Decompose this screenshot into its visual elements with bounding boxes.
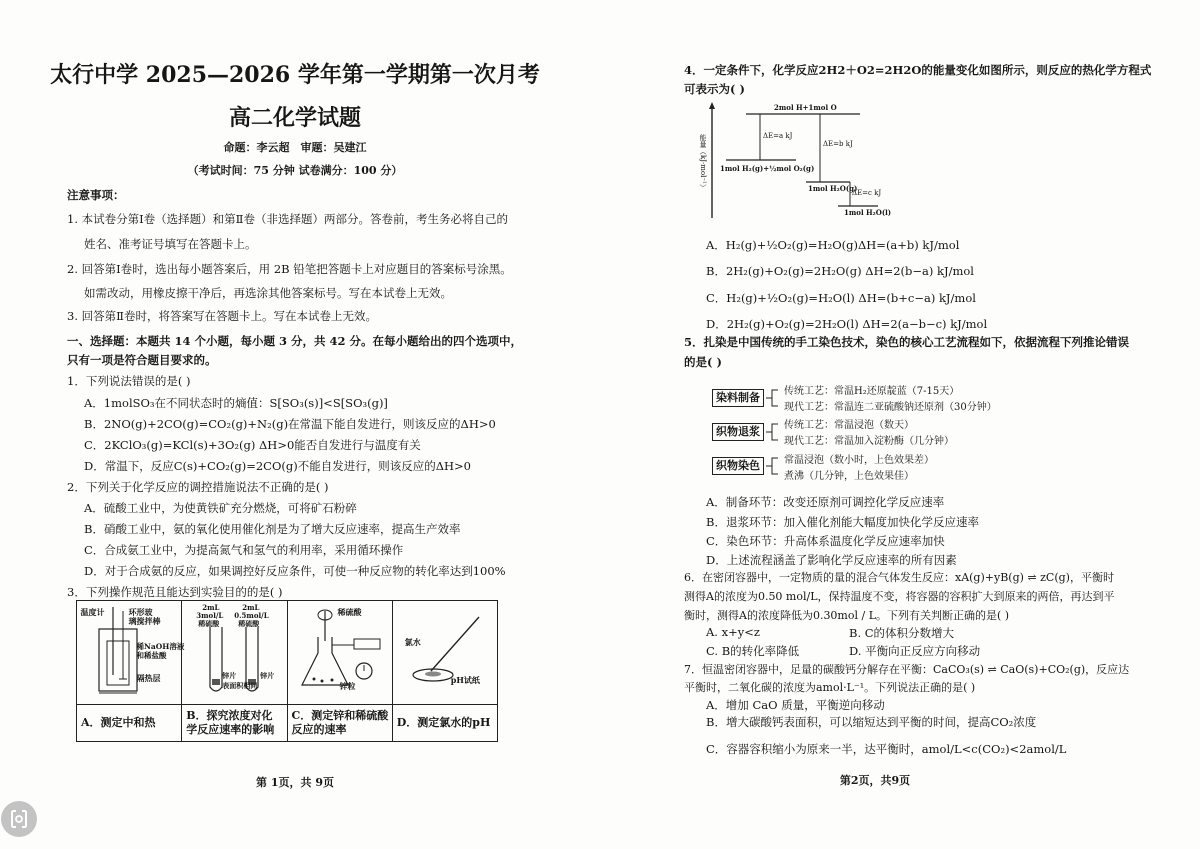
question-1-option: D．常温下，反应C(s)+CO₂(g)=2CO(g)不能自发进行，则该反应的ΔH>0 xyxy=(84,459,471,473)
note-line: 如需改动，用橡皮擦干净后，再选涂其他答案标号。写在本试卷上无效。 xyxy=(84,286,452,300)
question-4-option: B．2H₂(g)+O₂(g)=2H₂O(g) ΔH=2(b−a) kJ/mol xyxy=(706,264,974,278)
question-2-option: B．硝酸工业中，氨的氧化使用催化剂是为了增大反应速率，提高生产效率 xyxy=(84,522,461,536)
question-4-stem: 可表示为( ) xyxy=(684,82,745,96)
question-7-stem: 平衡时，二氧化碳的浓度为amol·L⁻¹。下列说法正确的是( ) xyxy=(684,681,976,694)
energy-level-diagram xyxy=(699,98,892,226)
delta-e-c: ΔE=c kJ xyxy=(852,189,882,197)
question-7-stem: 7．恒温密闭容器中，足量的碳酸钙分解存在平衡：CaCO₃(s) ⇌ CaO(s)+CO₂(g)，反应达 xyxy=(684,663,1130,676)
label-zinc: 锌片 xyxy=(222,671,237,680)
question-1-option: A．1molSO₃在不同状态时的熵值：S[SO₃(s)]<S[SO₃(g)] xyxy=(84,396,388,410)
label-chlorine-water: 氯水 xyxy=(404,637,421,647)
label-volume: 2mL xyxy=(242,603,260,612)
level-reactants: 1mol H₂(g)+½mol O₂(g) xyxy=(720,164,815,173)
question-5-option: A．制备环节：改变还原剂可调控化学反应速率 xyxy=(706,495,945,509)
question-4-stem: 4．一定条件下，化学反应2H2＋O2=2H2O的能量变化如图所示，则反应的热化学方程式 xyxy=(684,63,1152,77)
caption-c xyxy=(287,705,392,742)
label-stirrer: 环形玻 xyxy=(128,606,153,617)
question-1-stem: 1．下列说法错误的是( ) xyxy=(67,374,191,388)
label-solution: 和稀盐酸 xyxy=(136,650,167,660)
label-solution: 稀NaOH溶液 xyxy=(136,641,185,651)
note-line: 姓名、准考证号填写在答题卡上。 xyxy=(84,237,257,251)
label-ph-paper: pH试纸 xyxy=(450,675,480,685)
question-7-option: B．增大碳酸钙表面积，可以缩短达到平衡的时间，提高CO₂浓度 xyxy=(706,715,1037,729)
question-2-stem: 2．下列关于化学反应的调控措施说法不正确的是( ) xyxy=(67,480,329,494)
question-2-option: C．合成氨工业中，为提高氮气和氢气的利用率，采用循环操作 xyxy=(84,543,404,557)
question-3-apparatus-table xyxy=(76,600,498,742)
question-5-option: D．上述流程涵盖了影响化学反应速率的所有因素 xyxy=(706,553,957,567)
question-6-option: A. x+y<z xyxy=(706,625,760,639)
level-atoms: 2mol H+1mol O xyxy=(774,103,837,112)
exam-title: 太行中学 2025—2026 学年第一学期第一次月考 xyxy=(50,62,540,88)
label-zinc-granules: 锌粒 xyxy=(339,681,356,691)
question-1-option: C．2KClO₃(g)=KCl(s)+3O₂(g) ΔH>0能否自发进行与温度有关 xyxy=(84,438,421,452)
question-6-option: C. B的转化率降低 xyxy=(706,644,800,658)
label-thermometer: 温度计 xyxy=(80,606,105,617)
caption-c-line2: 反应的速率 xyxy=(291,723,347,736)
label-zinc: 锌片 xyxy=(260,671,275,680)
notes-heading: 注意事项： xyxy=(67,188,125,202)
flow-step-dye-prep: 染料制备 xyxy=(712,389,764,407)
question-5-option: C．染色环节：升高体系温度化学反应速率加快 xyxy=(706,534,945,548)
label-stirrer: 璃搅拌棒 xyxy=(128,615,161,626)
caption-c-line1: C．测定锌和稀硫酸 xyxy=(291,709,389,722)
caption-b xyxy=(182,705,287,742)
ph-paper-diagram xyxy=(393,601,497,701)
exam-info: （考试时间：75 分钟 试卷满分：100 分） xyxy=(187,164,403,177)
question-6-option: B. C的体积分数增大 xyxy=(849,626,955,640)
level-water-gas: 1mol H₂O(g) xyxy=(808,184,858,193)
flow-item: 常温浸泡（数小时，上色效果差） xyxy=(784,455,934,466)
caption-b-line2: 学反应速率的影响 xyxy=(186,723,275,736)
label-dilute-acid: 稀硫酸 xyxy=(337,607,362,617)
caption-d xyxy=(392,705,497,742)
label-concentration: 0.5mol/L xyxy=(234,611,269,620)
apparatus-a-cell xyxy=(77,601,185,705)
question-4-option: D．2H₂(g)+O₂(g)=2H₂O(l) ΔH=2(a−b−c) kJ/mol xyxy=(706,317,988,331)
section-heading: 只有一项是符合题目要求的。 xyxy=(67,353,217,367)
question-3-stem: 3．下列操作规范且能达到实验目的的是( ) xyxy=(67,585,283,599)
delta-e-a: ΔE=a kJ xyxy=(763,132,793,140)
flow-item: 传统工艺：常温浸泡（数天） xyxy=(784,420,914,431)
question-5-stem: 5．扎染是中国传统的手工染色技术，染色的核心工艺流程如下，依据流程下列推论错误 xyxy=(684,335,1129,349)
caption-a xyxy=(77,705,182,742)
question-6-option: D. 平衡向正反应方向移动 xyxy=(849,644,981,658)
page-1-footer: 第 1页，共 9页 xyxy=(256,776,334,789)
apparatus-b-cell xyxy=(182,601,287,705)
image-search-icon[interactable] xyxy=(0,800,38,838)
authors: 命题：李云超 审题：吴建江 xyxy=(223,141,367,154)
level-water-liquid: 1mol H₂O(l) xyxy=(844,208,892,217)
question-5-option: B．退浆环节：加入催化剂能大幅度加快化学反应速率 xyxy=(706,515,979,529)
flow-step-desizing: 织物退浆 xyxy=(712,423,764,441)
section-heading: 一、选择题：本题共 14 个小题，每小题 3 分，共 42 分。在每小题给出的四个选项中， xyxy=(67,334,523,348)
apparatus-d-cell xyxy=(392,601,497,705)
label-volume: 2mL xyxy=(202,603,220,612)
question-5-stem: 的是( ) xyxy=(684,355,722,369)
question-4-option: C．H₂(g)+½O₂(g)=H₂O(l) ΔH=(b+c−a) kJ/mol xyxy=(706,291,976,305)
question-6-stem: 6．在密闭容器中，一定物质的量的混合气体发生反应：xA(g)+yB(g) ⇌ zC(g)，平衡时 xyxy=(684,571,1114,584)
label-acid: 稀硫酸 xyxy=(238,619,260,628)
flow-step-dyeing: 织物染色 xyxy=(712,457,764,475)
question-2-option: A．硫酸工业中，为使黄铁矿充分燃烧，可将矿石粉碎 xyxy=(84,501,357,515)
flow-item: 现代工艺：常温加入淀粉酶（几分钟） xyxy=(784,436,954,447)
note-line: 2. 回答第Ⅰ卷时，选出每小题答案后，用 2B 铅笔把答题卡上对应题目的答案标号涂黑。 xyxy=(67,262,512,276)
label-insulation: 隔热层 xyxy=(136,672,161,683)
exam-subject: 高二化学试题 xyxy=(228,105,361,131)
question-6-stem: 衡时，测得A的浓度降低为0.30mol / L。下列有关判断正确的是( ) xyxy=(684,609,1010,622)
question-7-option: C．容器容积缩小为原来一半，达平衡时，amol/L<c(CO₂)<2amol/L xyxy=(706,742,1067,756)
flow-item: 煮沸（几分钟，上色效果佳） xyxy=(784,471,914,482)
page-2-footer: 第2页，共9页 xyxy=(839,774,911,787)
question-2-option: D．对于合成氨的反应，如果调控好反应条件，可使一种反应物的转化率达到100% xyxy=(84,564,506,578)
label-same-area: 表面积相同 xyxy=(222,681,258,690)
question-7-option: A．增加 CaO 质量，平衡逆向移动 xyxy=(706,698,885,712)
note-line: 1. 本试卷分第Ⅰ卷（选择题）和第Ⅱ卷（非选择题）两部分。答卷前，考生务必将自己的 xyxy=(67,212,508,226)
delta-e-b: ΔE=b kJ xyxy=(823,140,853,148)
label-acid: 稀硫酸 xyxy=(198,619,220,628)
question-1-option: B．2NO(g)+2CO(g)=CO₂(g)+N₂(g)在常温下能自发进行，则该反应的ΔH>0 xyxy=(84,417,496,431)
flow-item: 现代工艺：常温连二亚硫酸钠还原剂（30分钟） xyxy=(784,402,997,413)
energy-diagram-lines xyxy=(700,98,880,226)
caption-a-text: A．测定中和热 xyxy=(81,716,156,729)
label-concentration: 3mol/L xyxy=(196,611,224,620)
caption-b-line1: B．探究浓度对化 xyxy=(186,709,273,722)
question-6-stem: 测得A的浓度为0.50 mol/L，保持温度不变，将容器的容积扩大到原来的两倍，再达到平 xyxy=(684,590,1115,603)
caption-d-text: D．测定氯水的pH xyxy=(396,716,491,729)
energy-axis-label: 能量（kJ·mol⁻¹） xyxy=(699,134,707,191)
note-line: 3. 回答第Ⅱ卷时，将答案写在答题卡上。写在本试卷上无效。 xyxy=(67,309,377,323)
flow-item: 传统工艺：常温H₂还原靛蓝（7-15天） xyxy=(784,386,960,397)
apparatus-c-cell xyxy=(287,601,392,705)
question-4-option: A．H₂(g)+½O₂(g)=H₂O(g)ΔH=(a+b) kJ/mol xyxy=(706,238,960,252)
